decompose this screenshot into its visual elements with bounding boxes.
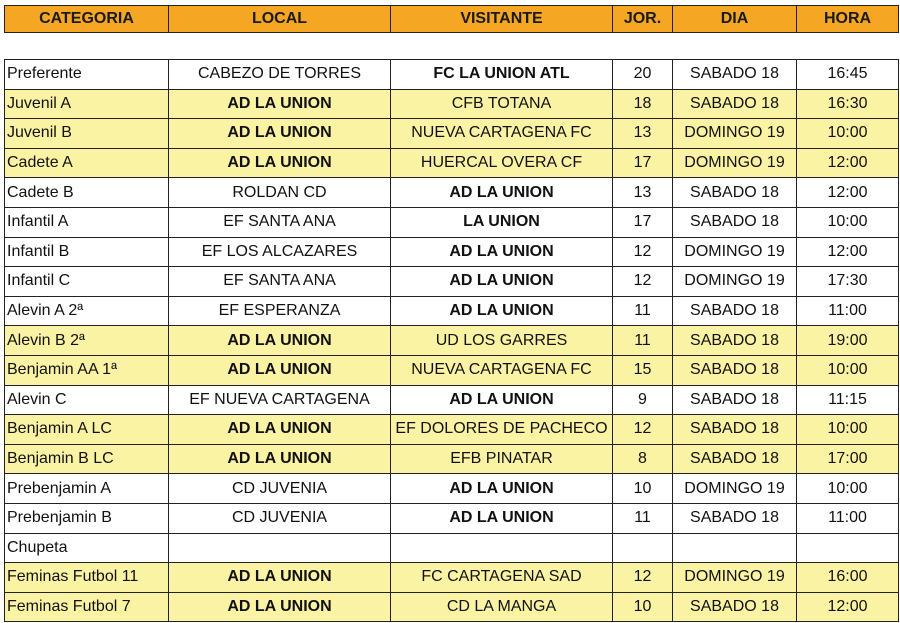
cell-dia: SABADO 18: [673, 296, 797, 326]
cell-local: AD LA UNION: [169, 326, 391, 356]
cell-visitante: AD LA UNION: [391, 178, 613, 208]
cell-jornada: 17: [613, 207, 673, 237]
cell-visitante: AD LA UNION: [391, 296, 613, 326]
cell-categoria: Alevin C: [5, 385, 169, 415]
cell-jornada: 8: [613, 444, 673, 474]
cell-jornada: 12: [613, 415, 673, 445]
cell-categoria: Benjamin AA 1ª: [5, 355, 169, 385]
cell-jornada: 10: [613, 474, 673, 504]
cell-local: EF SANTA ANA: [169, 207, 391, 237]
cell-local: AD LA UNION: [169, 148, 391, 178]
cell-local: CD JUVENIA: [169, 503, 391, 533]
cell-hora: 10:00: [797, 207, 899, 237]
cell-hora: 12:00: [797, 148, 899, 178]
header-dia: DIA: [673, 6, 797, 33]
cell-categoria: Infantil B: [5, 237, 169, 267]
cell-hora: 10:00: [797, 119, 899, 149]
table-row: [5, 237, 899, 267]
cell-local: ROLDAN CD: [169, 178, 391, 208]
cell-jornada: [613, 533, 673, 563]
table-row: [5, 326, 899, 356]
cell-hora: 12:00: [797, 592, 899, 622]
cell-visitante: UD LOS GARRES: [391, 326, 613, 356]
cell-dia: DOMINGO 19: [673, 237, 797, 267]
cell-jornada: 20: [613, 60, 673, 90]
cell-categoria: Prebenjamin A: [5, 474, 169, 504]
cell-visitante: NUEVA CARTAGENA FC: [391, 355, 613, 385]
table-row: [5, 178, 899, 208]
cell-dia: SABADO 18: [673, 178, 797, 208]
cell-visitante: HUERCAL OVERA CF: [391, 148, 613, 178]
cell-dia: SABADO 18: [673, 89, 797, 119]
cell-hora: 17:30: [797, 267, 899, 297]
cell-hora: 19:00: [797, 326, 899, 356]
cell-hora: 10:00: [797, 474, 899, 504]
cell-jornada: 9: [613, 385, 673, 415]
cell-hora: 11:00: [797, 503, 899, 533]
cell-jornada: 12: [613, 563, 673, 593]
header-row: [5, 6, 899, 33]
cell-hora: 16:00: [797, 563, 899, 593]
cell-local: CD JUVENIA: [169, 474, 391, 504]
cell-visitante: FC LA UNION ATL: [391, 60, 613, 90]
cell-hora: 11:00: [797, 296, 899, 326]
cell-categoria: Infantil C: [5, 267, 169, 297]
cell-local: AD LA UNION: [169, 355, 391, 385]
cell-local: AD LA UNION: [169, 119, 391, 149]
table-row: [5, 385, 899, 415]
cell-dia: SABADO 18: [673, 385, 797, 415]
cell-categoria: Juvenil A: [5, 89, 169, 119]
cell-categoria: Infantil A: [5, 207, 169, 237]
cell-visitante: [391, 533, 613, 563]
cell-dia: SABADO 18: [673, 415, 797, 445]
cell-visitante: FC CARTAGENA SAD: [391, 563, 613, 593]
table-row: [5, 207, 899, 237]
cell-visitante: CFB TOTANA: [391, 89, 613, 119]
cell-visitante: AD LA UNION: [391, 237, 613, 267]
cell-jornada: 10: [613, 592, 673, 622]
cell-categoria: Feminas Futbol 11: [5, 563, 169, 593]
cell-jornada: 18: [613, 89, 673, 119]
table-row: [5, 355, 899, 385]
cell-visitante: AD LA UNION: [391, 474, 613, 504]
table-row: [5, 503, 899, 533]
cell-visitante: AD LA UNION: [391, 267, 613, 297]
cell-local: [169, 533, 391, 563]
cell-jornada: 17: [613, 148, 673, 178]
table-row: [5, 533, 899, 563]
schedule-table: [4, 59, 899, 622]
cell-hora: 11:15: [797, 385, 899, 415]
cell-dia: DOMINGO 19: [673, 563, 797, 593]
header-jornada: JOR.: [613, 6, 673, 33]
cell-categoria: Prebenjamin B: [5, 503, 169, 533]
cell-dia: SABADO 18: [673, 444, 797, 474]
cell-hora: 12:00: [797, 237, 899, 267]
cell-categoria: Benjamin A LC: [5, 415, 169, 445]
cell-jornada: 11: [613, 326, 673, 356]
table-row: [5, 148, 899, 178]
table-row: [5, 474, 899, 504]
cell-local: AD LA UNION: [169, 415, 391, 445]
cell-dia: SABADO 18: [673, 60, 797, 90]
cell-visitante: EFB PINATAR: [391, 444, 613, 474]
table-row: [5, 60, 899, 90]
header-visitante: VISITANTE: [391, 6, 613, 33]
cell-hora: 17:00: [797, 444, 899, 474]
header-local: LOCAL: [169, 6, 391, 33]
cell-visitante: AD LA UNION: [391, 503, 613, 533]
cell-visitante: AD LA UNION: [391, 385, 613, 415]
cell-jornada: 13: [613, 178, 673, 208]
cell-local: EF ESPERANZA: [169, 296, 391, 326]
cell-categoria: Chupeta: [5, 533, 169, 563]
cell-dia: SABADO 18: [673, 592, 797, 622]
cell-categoria: Alevin B 2ª: [5, 326, 169, 356]
cell-dia: DOMINGO 19: [673, 119, 797, 149]
schedule-rows: [5, 60, 899, 622]
cell-visitante: NUEVA CARTAGENA FC: [391, 119, 613, 149]
cell-local: AD LA UNION: [169, 592, 391, 622]
cell-visitante: EF DOLORES DE PACHECO: [391, 415, 613, 445]
cell-local: AD LA UNION: [169, 444, 391, 474]
schedule-header: [4, 5, 899, 33]
table-row: [5, 267, 899, 297]
cell-local: EF NUEVA CARTAGENA: [169, 385, 391, 415]
table-row: [5, 563, 899, 593]
cell-hora: 16:45: [797, 60, 899, 90]
table-row: [5, 296, 899, 326]
cell-categoria: Benjamin B LC: [5, 444, 169, 474]
cell-dia: SABADO 18: [673, 207, 797, 237]
cell-dia: SABADO 18: [673, 503, 797, 533]
cell-dia: SABADO 18: [673, 355, 797, 385]
cell-categoria: Alevin A 2ª: [5, 296, 169, 326]
cell-jornada: 15: [613, 355, 673, 385]
cell-jornada: 11: [613, 296, 673, 326]
table-row: [5, 415, 899, 445]
cell-jornada: 13: [613, 119, 673, 149]
table-row: [5, 444, 899, 474]
table-row: [5, 89, 899, 119]
cell-local: AD LA UNION: [169, 89, 391, 119]
table-row: [5, 119, 899, 149]
header-hora: HORA: [797, 6, 899, 33]
table-row: [5, 592, 899, 622]
cell-hora: 16:30: [797, 89, 899, 119]
cell-dia: DOMINGO 19: [673, 148, 797, 178]
cell-jornada: 11: [613, 503, 673, 533]
cell-visitante: LA UNION: [391, 207, 613, 237]
cell-hora: [797, 533, 899, 563]
cell-local: AD LA UNION: [169, 563, 391, 593]
cell-categoria: Juvenil B: [5, 119, 169, 149]
cell-categoria: Feminas Futbol 7: [5, 592, 169, 622]
cell-local: EF LOS ALCAZARES: [169, 237, 391, 267]
cell-categoria: Cadete A: [5, 148, 169, 178]
cell-dia: DOMINGO 19: [673, 474, 797, 504]
cell-jornada: 12: [613, 237, 673, 267]
cell-dia: SABADO 18: [673, 326, 797, 356]
cell-dia: [673, 533, 797, 563]
cell-dia: DOMINGO 19: [673, 267, 797, 297]
cell-hora: 12:00: [797, 178, 899, 208]
cell-categoria: Cadete B: [5, 178, 169, 208]
cell-categoria: Preferente: [5, 60, 169, 90]
cell-local: CABEZO DE TORRES: [169, 60, 391, 90]
header-categoria: CATEGORIA: [5, 6, 169, 33]
cell-visitante: CD LA MANGA: [391, 592, 613, 622]
cell-local: EF SANTA ANA: [169, 267, 391, 297]
cell-hora: 10:00: [797, 355, 899, 385]
cell-hora: 10:00: [797, 415, 899, 445]
cell-jornada: 12: [613, 267, 673, 297]
